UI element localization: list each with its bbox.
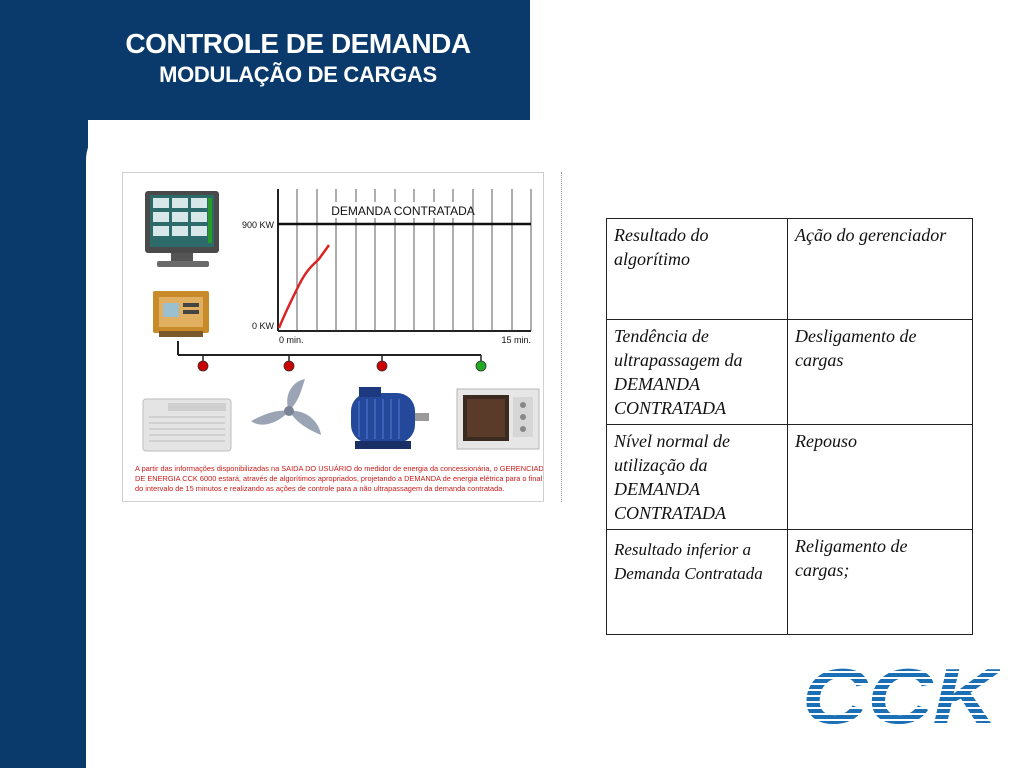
load-bus	[178, 341, 486, 371]
x-end-label: 15 min.	[501, 335, 531, 345]
divider-line	[561, 172, 562, 502]
caption-line: do intervalo de 15 minutos e realizando as ações de controle para a não ultrapassagem da demanda contratada.	[135, 484, 505, 493]
table-cell: Ação do gerenciador	[788, 219, 973, 320]
figure-illustration	[123, 173, 543, 501]
title-text: CONTROLE DE DEMANDA	[125, 28, 471, 59]
slide-title	[88, 28, 508, 88]
air-conditioner-icon	[143, 399, 231, 451]
demand-chart	[242, 189, 531, 345]
table-cell: Nível normal de utilização da DEMANDA CONTRATADA	[607, 425, 788, 530]
table-cell: Tendência de ultrapassagem da DEMANDA CONTRATADA	[607, 320, 788, 425]
energy-controller-icon	[153, 291, 209, 337]
electric-motor-icon	[351, 387, 429, 449]
y-bottom-label: 0 KW	[251, 321, 274, 331]
y-top-label: 900 KW	[241, 220, 274, 230]
subtitle-text: MODULAÇÃO DE CARGAS	[159, 62, 437, 87]
demand-control-figure	[122, 172, 544, 502]
caption-line: DE ENERGIA CCK 6000 estará, através de algorítimos apropriados, projetando a DEMANDA de energia elétrica para o final	[135, 474, 543, 483]
logo-text: CCK	[802, 655, 1000, 730]
table-cell: Repouso	[788, 425, 973, 530]
table-cell: Resultado inferior a Demanda Contratada	[607, 530, 788, 635]
load-status-indicator	[198, 361, 208, 371]
x-start-label: 0 min.	[279, 335, 304, 345]
load-status-indicator	[377, 361, 387, 371]
fan-icon	[251, 379, 321, 435]
table-cell: Resultado do algorítimo	[607, 219, 788, 320]
table-row	[607, 320, 973, 425]
cck-logo-graphic	[800, 655, 1000, 730]
table-row	[607, 219, 973, 320]
cck-logo	[800, 655, 1000, 730]
table-cell: Religamento de cargas;	[788, 530, 973, 635]
oven-icon	[457, 389, 539, 449]
demand-curve	[279, 245, 329, 328]
table-row	[607, 425, 973, 530]
caption-line: A partir das informações disponibilizadas na SAIDA DO USUÁRIO do medidor de energia da concessionária, o GERENCIADOR	[135, 464, 543, 473]
monitor-icon	[145, 191, 219, 267]
load-status-indicator	[284, 361, 294, 371]
load-status-indicator	[476, 361, 486, 371]
table-cell: Desligamento de cargas	[788, 320, 973, 425]
demand-contracted-label: DEMANDA CONTRATADA	[331, 204, 475, 218]
algorithm-action-table	[606, 218, 973, 635]
table-row	[607, 530, 973, 635]
